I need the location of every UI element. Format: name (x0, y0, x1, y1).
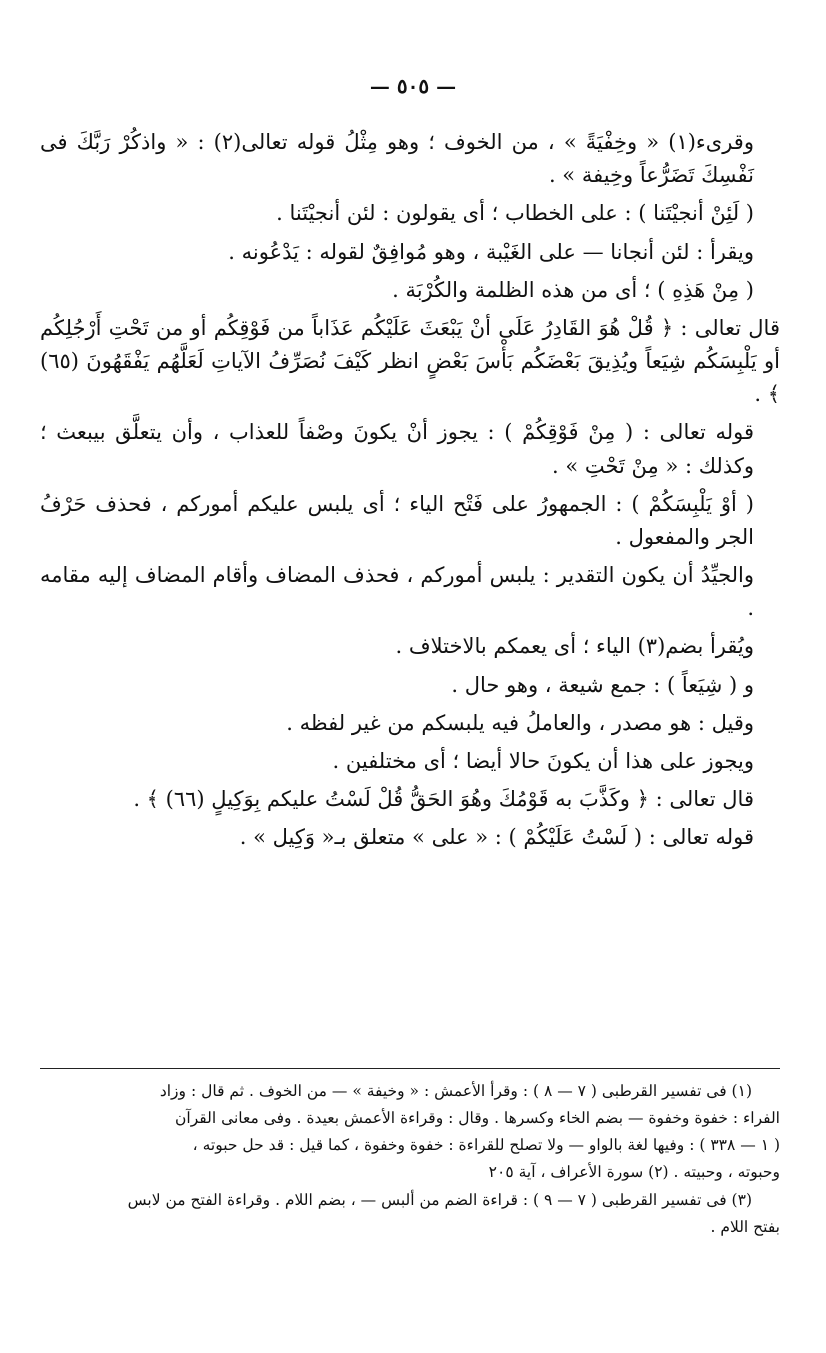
paragraph-lastu-alaykum: قوله تعالى : ( لَسْتُ عَلَيْكُمْ ) : « على » متعلق بـ« وَكِيل » . (239, 825, 754, 850)
paragraph-qila-masdar: وقيل : هو مصدر ، والعاملُ فيه يلبسكم من غير لفظه . (286, 710, 754, 735)
footnote-line: (١) فى تفسير القرطبى ( ٧ — ٨ ) : وقرأ الأعمش : « وخيفة » — من الخوف . ثم قال : وزاد (159, 1082, 752, 1100)
paragraph-min-fawqikum: قوله تعالى : ( مِنْ فَوْقِكُمْ ) : يجوز أنْ يكونَ وصْفاً للعذاب ، وأن يتعلَّق بيبعث ؛ وكذلك : « مِنْ تَحْتِ » . (40, 420, 754, 478)
paragraph-shiyaan: و ( شِيَعاً ) : جمع شيعة ، وهو حال . (451, 672, 754, 697)
footnote-line: الفراء : خفوة وخفوة — بضم الخاء وكسرها . وقال : وقراءة الأعمش بعيدة . وفى معانى القرآن (175, 1109, 780, 1128)
footnote-line: (٣) فى تفسير القرطبى ( ٧ — ٩ ) : قراءة الضم من ألبس — ، بضم اللام . وقراءة الفتح من لابس (127, 1190, 752, 1209)
footnote-separator (40, 1068, 780, 1069)
page-number: — ٥٠٥ — (369, 74, 457, 98)
paragraph-yajuz-halan: ويجوز على هذا أن يكونَ حالا أيضا ؛ أى مختلفين . (332, 748, 754, 773)
paragraph-aw-yalbisakum: ( أوْ يَلْبِسَكُمْ ) : الجمهورُ على فَتْح الياء ؛ أى يلبس عليكم أموركم ، فحذف حَرْفُ الجر والمفعول . (40, 491, 754, 549)
paragraph-yuqra-bidam: ويُقرأ بضم(٣) الياء ؛ أى يعمكم بالاختلاف . (395, 634, 754, 659)
footnotes (40, 1078, 780, 1241)
paragraph-min-hadhihi: ( مِنْ هَذِهِ ) ؛ أى من هذه الظلمة والكُرْبَة . (392, 277, 754, 302)
main-text (40, 126, 780, 859)
footnote-line: ( ١ — ٣٣٨ ) : وفيها لغة بالواو — ولا تصلح للقراءة : خفوة وخفوة ، كما قيل : قد حل حبوته ، (192, 1136, 780, 1155)
paragraph-lain-anjaytana: ( لَئِنْ أنجيْتَنا ) : على الخطاب ؛ أى يقولون : لئن أنجيْتَنا . (276, 201, 754, 226)
footnote-line: بفتح اللام . (710, 1217, 780, 1236)
paragraph-verse-65: قال تعالى : ﴿ قُلْ هُوَ القَادِرُ عَلَى أنْ يَبْعَثَ عَلَيْكُم عَذَاباً من فَوْقِكُم أو من تَحْتِ أَرْجُلِكُم أو يَلْبِسَكُم شِيَعاً ويُذِيقَ بَعْضَكُم بَأْسَ بَعْضٍ انظر كَيْفَ نُصَرِّفُ الآياتِ لَعَلَّهُم يَفْقَهُونَ (٦٥) ﴾ . (40, 315, 780, 407)
paragraph-lain-anjana: ويقرأ : لئن أنجانا — على الغَيْبة ، وهو مُوافِقٌ لقوله : يَدْعُونه . (228, 239, 754, 264)
paragraph-aljayyid: والجيِّدُ أن يكون التقدير : يلبس أموركم ، فحذف المضاف وأقام المضاف إليه مقامه . (40, 563, 754, 621)
paragraph-verse-66: قال تعالى : ﴿ وكَذَّبَ به قَوْمُكَ وهُوَ الحَقُّ قُلْ لَسْتُ عليكم بِوَكِيلٍ (٦٦) ﴾ . (133, 787, 754, 812)
footnote-line: وحبوته ، وحبيته . (٢) سورة الأعراف ، آية ٢٠٥ (488, 1163, 780, 1182)
paragraph-qiraa-khifya: وقرىء(١) « وخِفْيَةً » ، من الخوف ؛ وهو مِثْلُ قوله تعالى(٢) : « واذكُرْ رَبَّكَ فى نَفْسِكَ تَضَرُّعاً وخِيفة » . (40, 130, 754, 188)
